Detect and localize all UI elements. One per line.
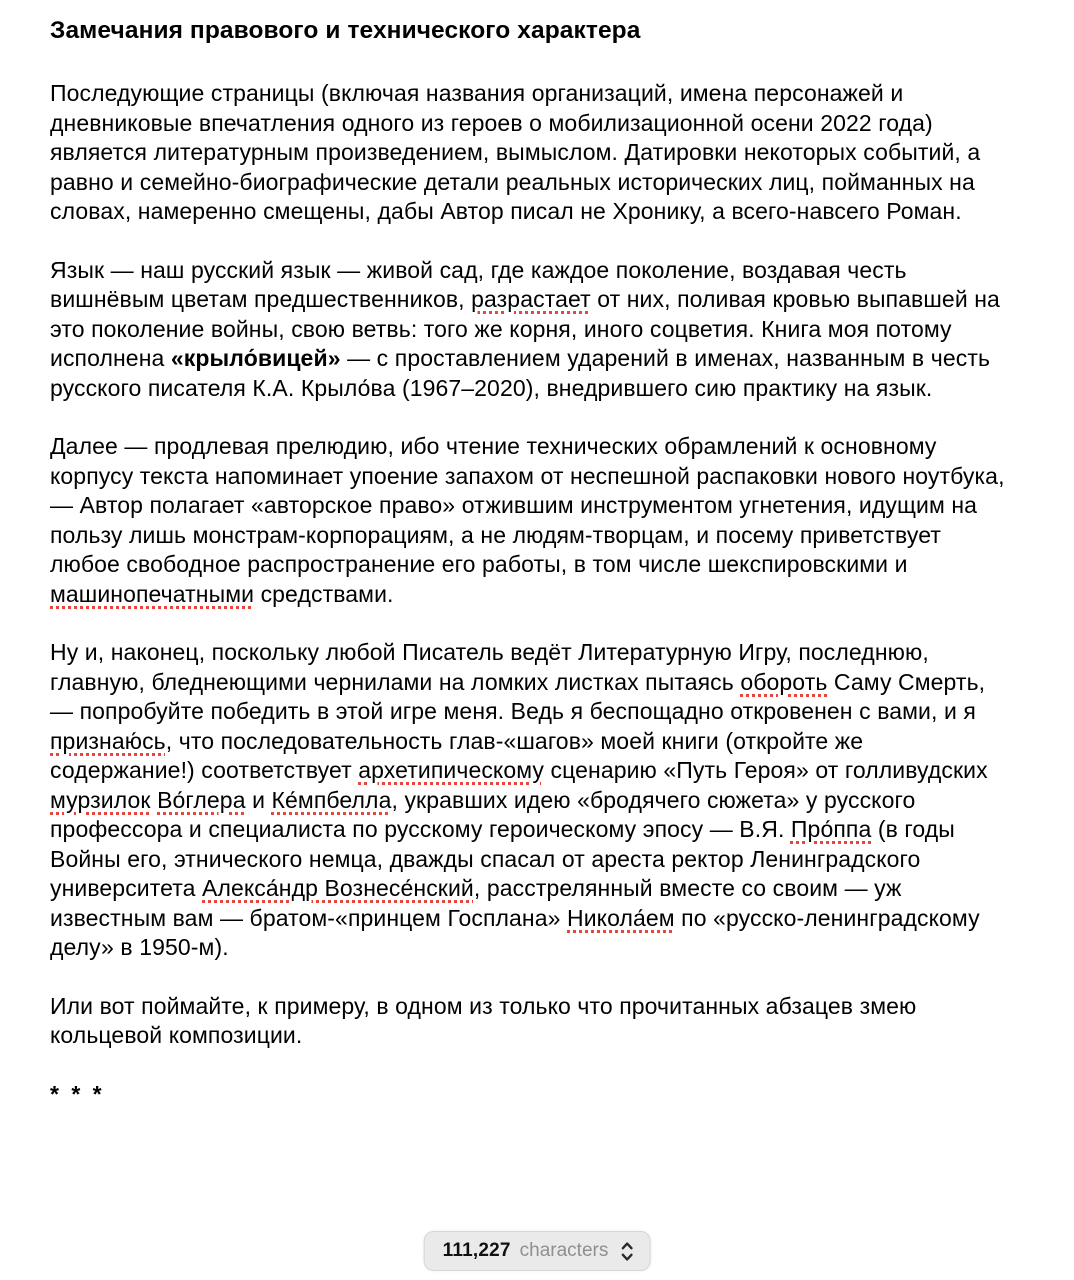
section-divider: * * * (50, 1080, 105, 1107)
text-run: Ну и, наконец, поскольку любой Писатель ведёт Литературную Игру, последнюю, главную, бледнеющими чернилами на ломких листках пытаясь (50, 639, 929, 695)
text-run: «крыло́вицей» (170, 345, 341, 371)
text-run: , укравших идею «бродячего сюжета» у русского профессора и специалиста по русскому героическому эпосу — В.Я. (50, 786, 916, 842)
character-count-value: 111,227 (442, 1240, 511, 1261)
paragraph (50, 638, 1012, 963)
text-run: Далее — продлевая прелюдию, ибо чтение технических обрамлений к основному корпусу текста напоминает упоение запахом от неспешной распаковки нового ноутбука, — Автор полагает «авторское право» отжившим инструментом угнетения, идущим на пользу лишь монстрам-корпорациям, а не людям-творцам, и посему приветствует любое свободное распространение его работы, в том числе шекспировскими и (50, 433, 1005, 577)
misspelled-word: машинопечатными (50, 580, 255, 607)
misspelled-word: мурзилок (50, 786, 151, 813)
text-run: средствами. (254, 580, 394, 607)
text-run: Или вот поймайте, к примеру, в одном из только что прочитанных абзацев змею кольцевой композиции. (50, 992, 917, 1048)
paragraph (50, 432, 1012, 609)
paragraph (50, 992, 1012, 1051)
text-run: и (245, 786, 272, 813)
misspelled-word: Алекса́ндр Вознесе́нский (202, 875, 474, 901)
up-down-chevron-icon (619, 1240, 634, 1263)
misspelled-word: Ке́мпбелла (271, 786, 392, 813)
text-run: , расстрелянный вместе со своим — уж известным вам — братом-«принцем Госплана» (50, 875, 902, 931)
character-count-label: characters (519, 1240, 609, 1261)
page-title: Замечания правового и технического характера (50, 17, 641, 44)
misspelled-word: архетипическому (358, 757, 545, 783)
text-run: Язык — наш русский язык — живой сад, где каждое поколение, воздавая честь вишнёвым цветам предшественников, (50, 256, 907, 312)
text-run: — с проставлением ударений в именах, названным в честь русского писателя К.А. Крыло́ва (1967–2020), внедрившего сию практику на язык. (50, 345, 991, 401)
character-count-dropdown[interactable] (424, 1231, 651, 1271)
misspelled-word: Про́ппа (790, 816, 872, 842)
paragraph (50, 79, 1012, 227)
text-run: по «русско-ленинградскому делу» в 1950-м). (50, 904, 980, 960)
text-run: (в годы Войны его, этнического немца, дважды спасал от ареста ректор Ленинградского университета (50, 816, 955, 901)
text-run: Саму Смерть, — попробуйте победить в этой игре меня. Ведь я беспощадно откровенен с вами, и я (50, 668, 986, 724)
misspelled-word: Во́глера (157, 786, 246, 813)
misspelled-word: признаю́сь (50, 727, 166, 754)
text-run: сценарию «Путь Героя» от голливудских (544, 757, 988, 783)
misspelled-word: обороть (740, 668, 828, 695)
text-run: Последующие страницы (включая названия организаций, имена персонажей и дневниковые впечатления одного из героев о мобилизационной осени 2022 года) является литературным произведением, вымыслом. Датировки некоторых событий, а равно и семейно-биографические детали реальных исторических лиц, пойманных на словах, намеренно смещены, дабы Автор писал не Хронику, а всего-навсего Роман. (50, 80, 981, 224)
document-body (50, 79, 1012, 1051)
misspelled-word: разрастает (471, 286, 591, 312)
text-run: , что последовательность глав-«шагов» моей книги (откройте же содержание!) соответствует (50, 727, 864, 783)
misspelled-word: Никола́ем (567, 904, 675, 931)
text-run: от них, поливая кровью выпавшей на это поколение войны, свою ветвь: того же корня, иного соцветия. Книга моя потому исполнена (50, 286, 1000, 371)
paragraph (50, 256, 1012, 404)
